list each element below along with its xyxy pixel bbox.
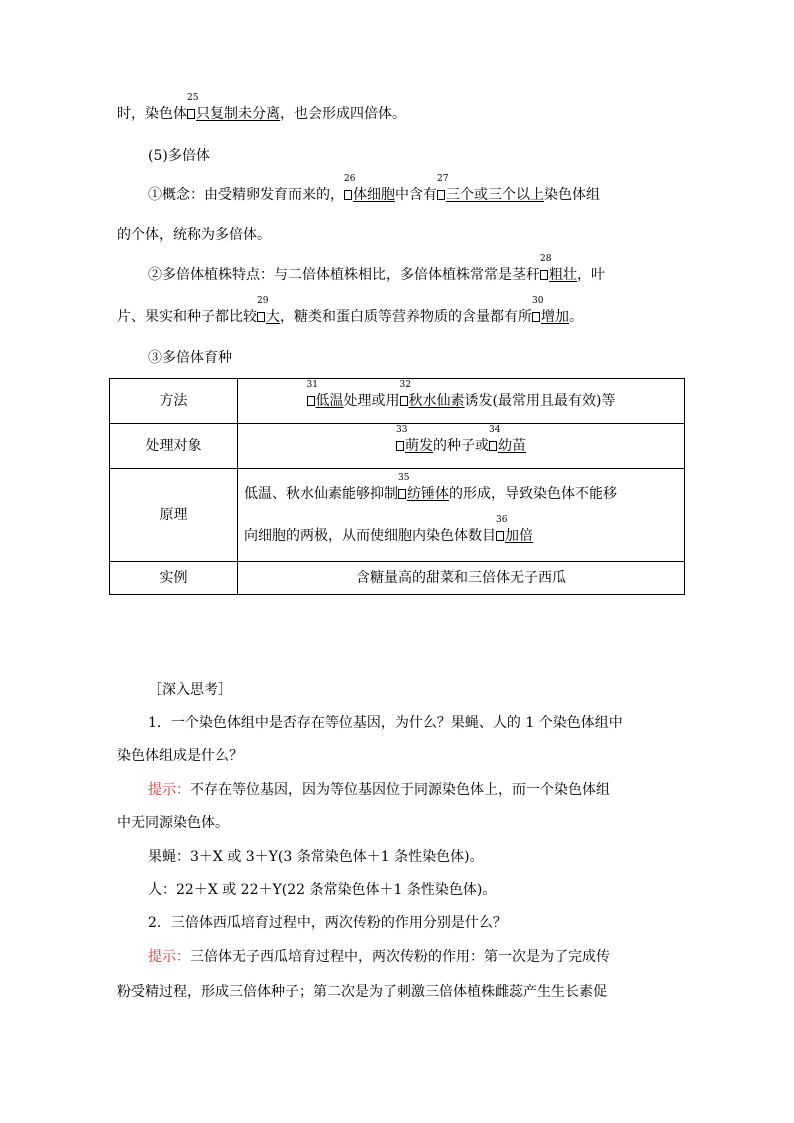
blank-box-icon: [396, 441, 404, 451]
deep-thinking-heading: ［深入思考］: [148, 682, 232, 698]
question-1-line-1: 1．一个染色体组中是否存在等位基因，为什么？果蝇、人的 1 个染色体组中: [148, 715, 623, 731]
blank-box-icon: [257, 312, 265, 322]
answer-26: 体细胞: [353, 187, 395, 203]
table-row-example: [110, 562, 685, 595]
blank-box-icon: [398, 489, 406, 499]
table-label-method: 方法: [110, 379, 238, 424]
breeding-heading: ③多倍体育种: [148, 350, 232, 366]
breeding-table: [109, 378, 685, 595]
blank-box-icon: [307, 396, 315, 406]
section-heading-polyploid: (5)多倍体: [148, 148, 210, 164]
traits-line-1: ②多倍体植株特点：与二倍体植株相比，多倍体植株常常是茎秆 28 粗壮，叶: [148, 254, 605, 283]
fruit-fly-line: 果蝇：3＋X 或 3＋Y(3 条常染色体＋1 条性染色体)。: [148, 849, 484, 865]
fill-blank-26: 26: [344, 185, 353, 205]
answer-2-line-1: 提示：三倍体无子西瓜培育过程中，两次传粉的作用：第一次是为了完成传: [148, 949, 610, 965]
answer-34: 幼苗: [498, 438, 526, 454]
fill-blank-28: 28: [540, 265, 549, 285]
answer-36: 加倍: [505, 528, 533, 544]
concept-line-1: ①概念：由受精卵发育而来的， 26 体细胞中含有 27 三个或三个以上染色体组: [148, 174, 600, 203]
fill-blank-27: 27: [437, 185, 446, 205]
hint-label: 提示：: [148, 782, 190, 798]
question-2: 2．三倍体西瓜培育过程中，两次传粉的作用分别是什么？: [148, 915, 507, 931]
answer-2-line-2: 粉受精过程，形成三倍体种子；第二次是为了刺激三倍体植株雌蕊产生生长素促: [117, 984, 607, 1000]
answer-25: 只复制未分离: [196, 106, 280, 122]
answer-31: 低温: [315, 393, 344, 409]
concept-line-2: 的个体，统称为多倍体。: [117, 227, 271, 243]
fill-blank-35: 35: [398, 484, 407, 504]
fill-blank-36: 36: [496, 526, 505, 546]
table-row-principle: [110, 469, 685, 562]
table-cell-method: 31 低温处理或用 32 秋水仙素诱发(最常用且最有效)等: [238, 379, 685, 424]
blank-box-icon: [540, 270, 548, 280]
table-row-method: [110, 379, 685, 424]
table-cell-example: 含糖量高的甜菜和三倍体无子西瓜: [238, 562, 685, 595]
table-label-example: 实例: [110, 562, 238, 595]
answer-27: 三个或三个以上: [446, 187, 544, 203]
answer-28: 粗壮: [549, 267, 577, 283]
table-cell-target: 33 萌发的种子或 34 幼苗: [238, 424, 685, 469]
table-label-principle: 原理: [110, 469, 238, 562]
table-cell-principle: 低温、秋水仙素能够抑制 35 纺锤体的形成，导致染色体不能移 向细胞的两极，从而使细胞内染色体数目 36 加倍: [238, 469, 685, 562]
answer-1-line-2: 中无同源染色体。: [117, 815, 229, 831]
question-1-line-2: 染色体组成是什么？: [117, 748, 243, 764]
answer-30: 增加: [541, 309, 569, 325]
blank-box-icon: [400, 396, 408, 406]
fill-blank-31: 31: [307, 391, 316, 411]
answer-29: 大: [266, 309, 280, 325]
blank-box-icon: [344, 190, 352, 200]
paragraph-chromosome-duplication: 时，染色体 25 只复制未分离，也会形成四倍体。: [117, 93, 406, 122]
fill-blank-25: 25: [187, 104, 196, 124]
fill-blank-34: 34: [489, 436, 498, 456]
blank-box-icon: [496, 531, 504, 541]
blank-box-icon: [532, 312, 540, 322]
fill-blank-29: 29: [257, 307, 266, 327]
table-row-target: [110, 424, 685, 469]
blank-box-icon: [187, 109, 195, 119]
answer-33: 萌发: [405, 438, 433, 454]
answer-1-line-1: 提示：不存在等位基因，因为等位基因位于同源染色体上，而一个染色体组: [148, 782, 610, 798]
table-label-target: 处理对象: [110, 424, 238, 469]
human-line: 人：22＋X 或 22＋Y(22 条常染色体＋1 条性染色体)。: [148, 882, 497, 898]
fill-blank-33: 33: [396, 436, 405, 456]
fill-blank-32: 32: [400, 391, 409, 411]
blank-box-icon: [489, 441, 497, 451]
blank-box-icon: [437, 190, 445, 200]
hint-label: 提示：: [148, 949, 190, 965]
traits-line-2: 片、果实和种子都比较 29 大，糖类和蛋白质等营养物质的含量都有所 30 增加。: [117, 296, 583, 325]
answer-35: 纺锤体: [407, 486, 449, 502]
fill-blank-30: 30: [532, 307, 541, 327]
answer-32: 秋水仙素: [408, 393, 465, 409]
